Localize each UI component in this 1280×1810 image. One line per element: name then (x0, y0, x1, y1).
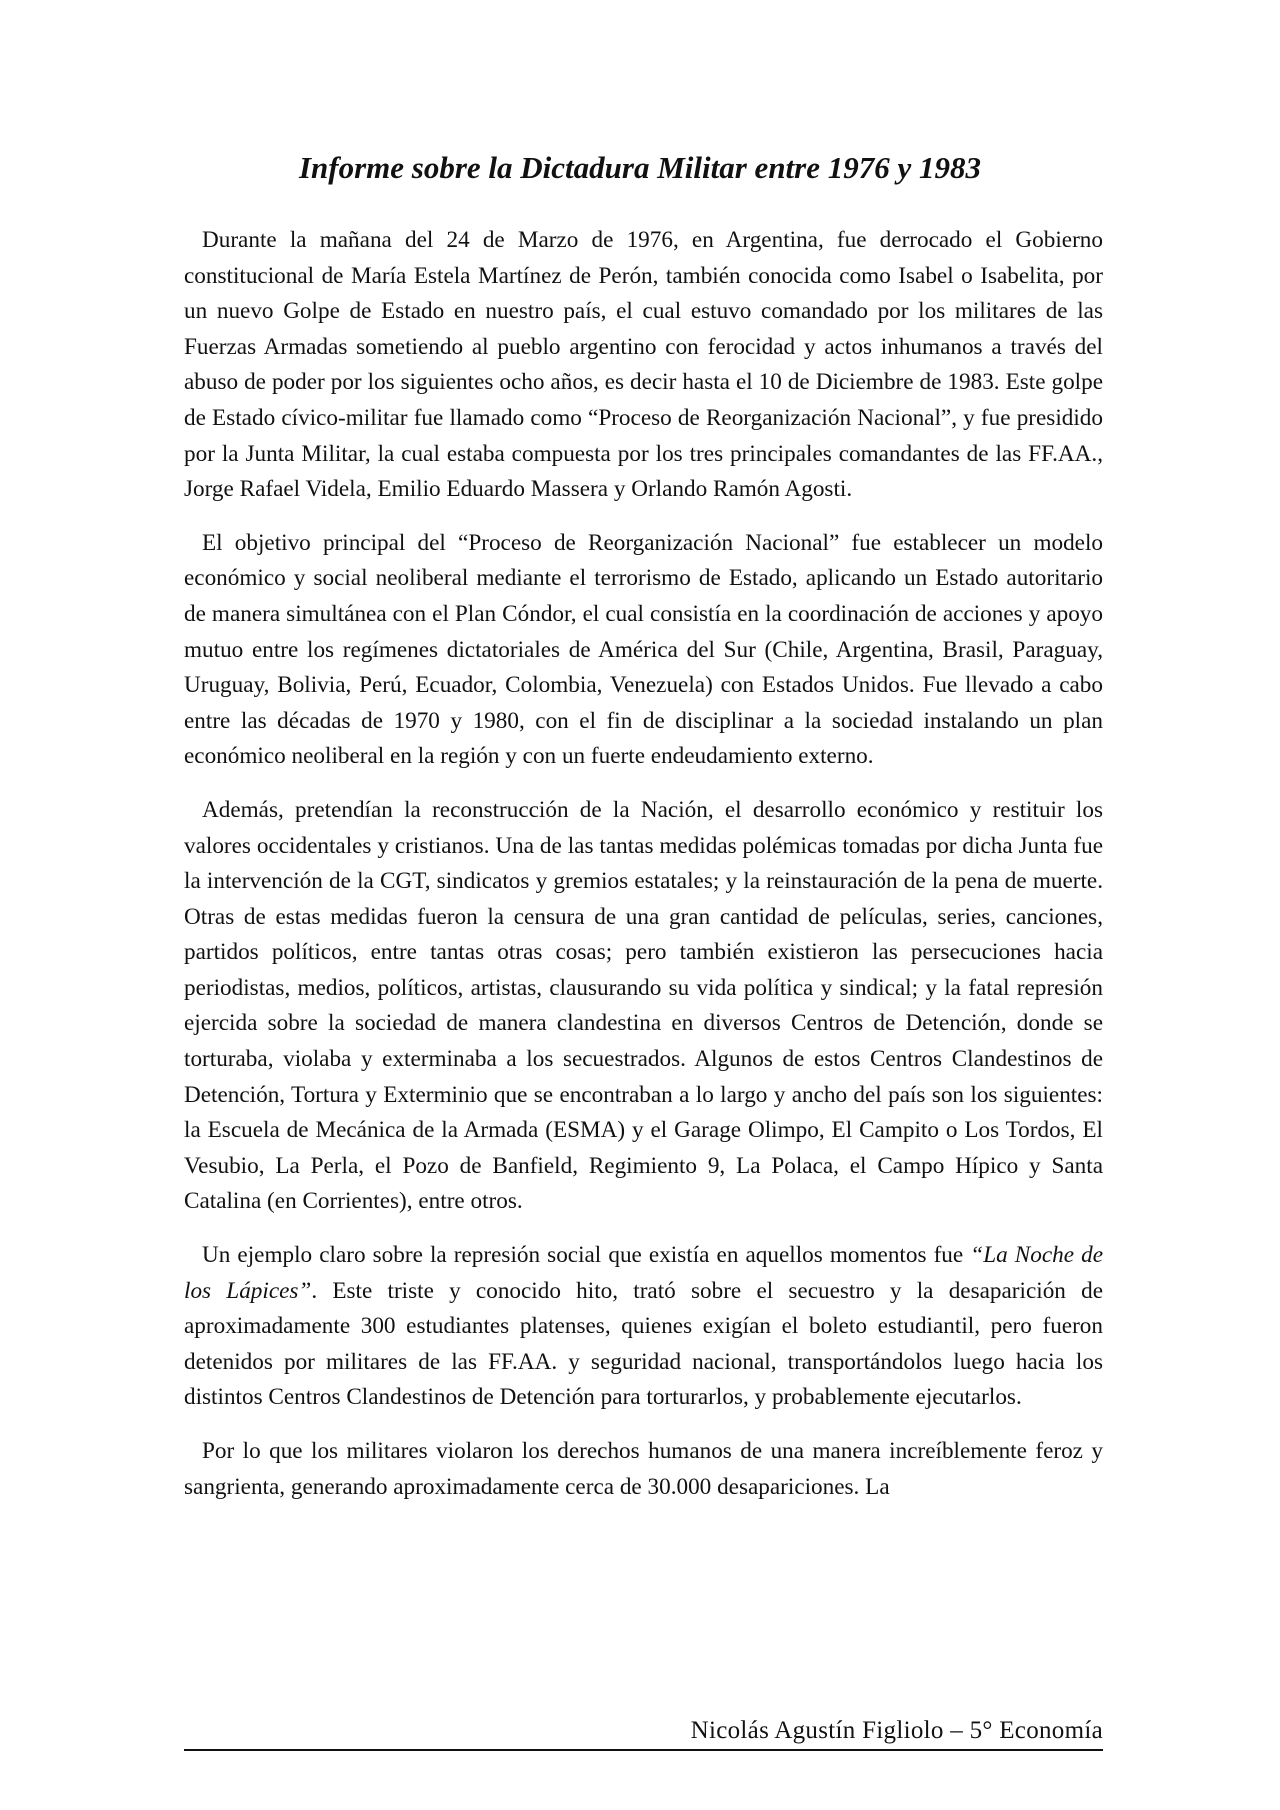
paragraph-4-emphasis: “La Noche de los Lápices” (184, 1242, 1103, 1304)
page-footer (184, 1705, 1103, 1751)
paragraph-5: Por lo que los militares violaron los derechos humanos de una manera increíblemente feroz y sangrienta, generando aproximadamente cerca de 30.000 desapariciones. La (184, 1438, 1103, 1500)
document-title: Informe sobre la Dictadura Militar entre 1976 y 1983 (298, 150, 981, 185)
document-body (184, 223, 1103, 1523)
paragraph-4 (184, 1238, 1103, 1416)
footer-author: Nicolás Agustín Figliolo – 5° Economía (690, 1717, 1103, 1744)
paragraph-1: Durante la mañana del 24 de Marzo de 1976, en Argentina, fue derrocado el Gobierno constitucional de María Estela Martínez de Perón, también conocida como Isabel o Isabelita, por un nuevo Golpe de Estado en nuestro país, el cual estuvo comandado por los militares de las Fuerzas Armadas sometiendo al pueblo argentino con ferocidad y actos inhumanos a través del abuso de poder por los siguientes ocho años, es decir hasta el 10 de Diciembre de 1983. Este golpe de Estado cívico-militar fue llamado como “Proceso de Reorganización Nacional”, y fue presidido por la Junta Militar, la cual estaba compuesta por los tres principales comandantes de las FF.AA., Jorge Rafael Videla, Emilio Eduardo Massera y Orlando Ramón Agosti. (184, 227, 1103, 503)
paragraph-2: El objetivo principal del “Proceso de Reorganización Nacional” fue establecer un modelo económico y social neoliberal mediante el terrorismo de Estado, aplicando un Estado autoritario de manera simultánea con el Plan Cóndor, el cual consistía en la coordinación de acciones y apoyo mutuo entre los regímenes dictatoriales de América del Sur (Chile, Argentina, Brasil, Paraguay, Uruguay, Bolivia, Perú, Ecuador, Colombia, Venezuela) con Estados Unidos. Fue llevado a cabo entre las décadas de 1970 y 1980, con el fin de disciplinar a la sociedad instalando un plan económico neoliberal en la región y con un fuerte endeudamiento externo. (184, 529, 1103, 770)
paragraph-3: Además, pretendían la reconstrucción de la Nación, el desarrollo económico y restituir los valores occidentales y cristianos. Una de las tantas medidas polémicas tomadas por dicha Junta fue la intervención de la CGT, sindicatos y gremios estatales; y la reinstauración de la pena de muerte. Otras de estas medidas fueron la censura de una gran cantidad de películas, series, canciones, partidos políticos, entre tantas otras cosas; pero también existieron las persecuciones hacia periodistas, medios, políticos, artistas, clausurando su vida política y sindical; y la fatal represión ejercida sobre la sociedad de manera clandestina en diversos Centros de Detención, donde se torturaba, violaba y exterminaba a los secuestrados. Algunos de estos Centros Clandestinos de Detención, Tortura y Exterminio que se encontraban a lo largo y ancho del país son los siguientes: la Escuela de Mecánica de la Armada (ESMA) y el Garage Olimpo, El Campito o Los Tordos, El Vesubio, La Perla, el Pozo de Banfield, Regimiento 9, La Polaca, el Campo Hípico y Santa Catalina (en Corrientes), entre otros. (184, 796, 1103, 1215)
paragraph-4-lead: Un ejemplo claro sobre la represión social que existía en aquellos momentos fue (202, 1242, 971, 1269)
paragraph-4-rest: . Este triste y conocido hito, trató sobre el secuestro y la desaparición de aproximadamente 300 estudiantes platenses, quienes exigían el boleto estudiantil, pero fueron detenidos por militares de las FF.AA. y seguridad nacional, transportándolos luego hacia los distintos Centros Clandestinos de Detención para torturarlos, y probablemente ejecutarlos. (184, 1277, 1103, 1411)
